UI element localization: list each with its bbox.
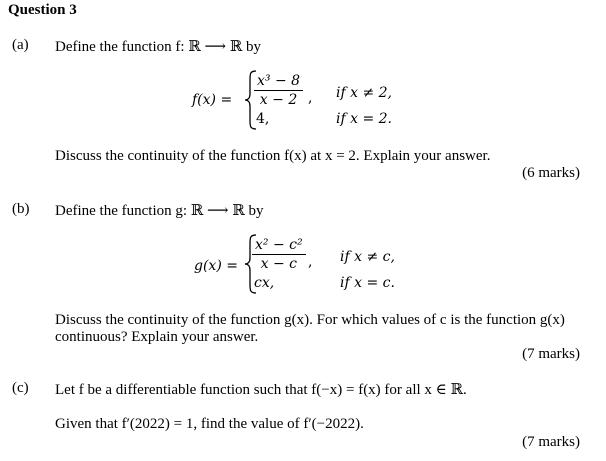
- part-b-intro: Define the function g: ℝ ⟶ ℝ by: [55, 203, 264, 219]
- part-b-case1-fraction: [252, 236, 306, 273]
- part-a-marks: (6 marks): [522, 165, 580, 181]
- part-c-marks: (7 marks): [522, 434, 580, 450]
- part-b-case1-comma: ,: [308, 254, 313, 270]
- part-a-case2-value: 4,: [256, 111, 270, 127]
- part-c-line1: Let f be a differentiable function such that f(−x) = f(x) for all x ∈ ℝ.: [55, 382, 467, 398]
- part-a-question: Discuss the continuity of the function f(x) at x = 2. Explain your answer.: [55, 148, 491, 164]
- part-a-function-lhs: f(x) =: [192, 92, 233, 108]
- part-c-label: (c): [12, 380, 29, 396]
- part-b-function-lhs: g(x) =: [194, 258, 238, 274]
- part-a-case2-condition: if x = 2.: [336, 111, 392, 127]
- part-a-case1-denominator: x − 2: [259, 92, 298, 108]
- part-b-case2-value: cx,: [254, 275, 275, 291]
- part-b-question-line2: continuous? Explain your answer.: [55, 329, 259, 345]
- part-b-marks: (7 marks): [522, 346, 580, 362]
- part-b-case2-condition: if x = c.: [340, 275, 395, 291]
- part-a-case1-comma: ,: [308, 90, 313, 106]
- part-b-case1-numerator: x² − c²: [255, 237, 303, 253]
- part-a-case1-fraction: [254, 72, 303, 109]
- question-title: Question 3: [8, 2, 77, 18]
- part-c-line2: Given that f′(2022) = 1, find the value of f′(−2022).: [55, 416, 364, 432]
- part-a-intro: Define the function f: ℝ ⟶ ℝ by: [55, 39, 261, 55]
- part-b-case1-denominator: x − c: [260, 256, 297, 272]
- part-b-case1-condition: if x ≠ c,: [340, 249, 395, 265]
- part-b-question-line1: Discuss the continuity of the function g(x). For which values of c is the function g(x): [55, 312, 565, 328]
- part-a-case1-condition: if x ≠ 2,: [336, 85, 392, 101]
- part-a-case1-numerator: x³ − 8: [257, 73, 301, 89]
- part-a-label: (a): [12, 37, 29, 53]
- part-b-label: (b): [12, 201, 30, 217]
